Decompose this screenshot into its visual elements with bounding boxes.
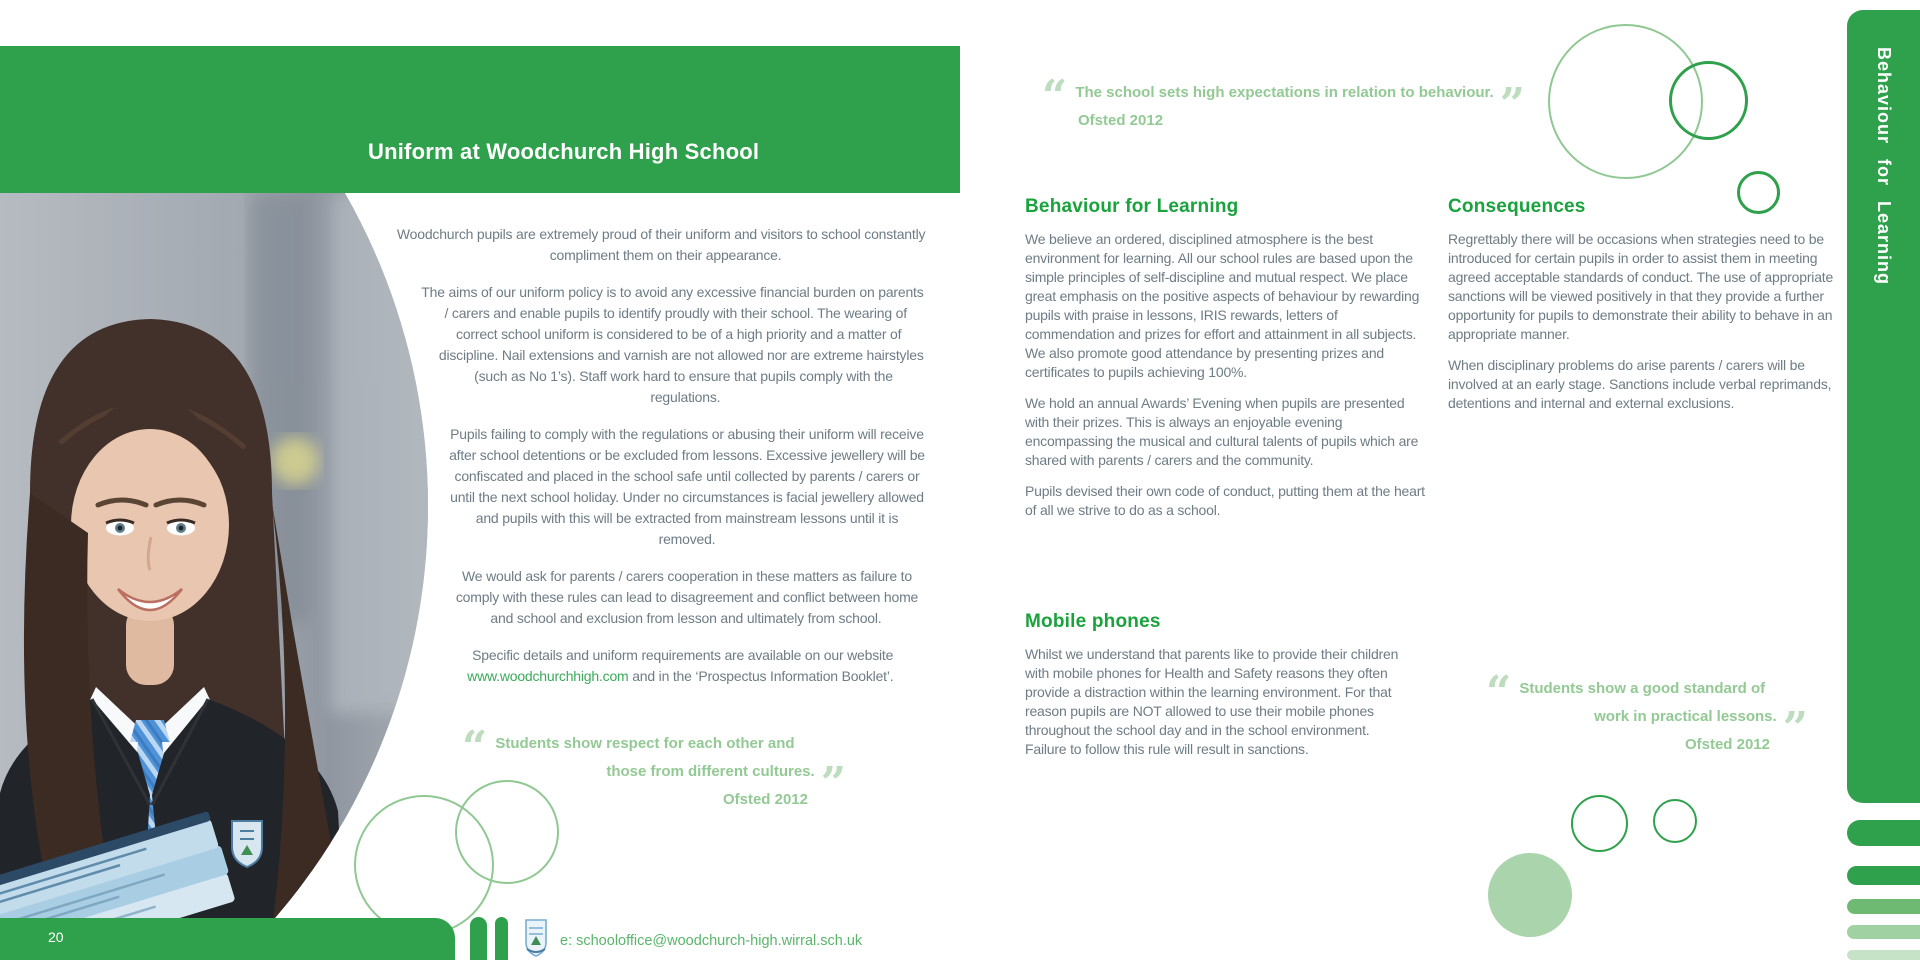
uniform-paragraph: The aims of our uniform policy is to avoid any excessive financial burden on parents / carers and enable pupils to identify proudly with their school. The wearing of correct school uniform is considered to be of a high priority and a matter of discipline. Nail extensions and varnish are not allowed nor are extreme hairstyles (such as No 1’s). Staff work hard to ensure that pupils comply with the regulations. [421, 284, 924, 405]
uniform-paragraph: Woodchurch pupils are extremely proud of their uniform and visitors to school constantly compliment them on their appearance. [396, 226, 926, 263]
website-post-text: and in the ‘Prospectus Information Booklet’. [628, 668, 894, 684]
section-consequences [1448, 197, 1856, 425]
footer-pill [495, 917, 508, 960]
decor-circle-outline [1571, 795, 1628, 852]
footer-bar [0, 918, 455, 960]
website-pre-text: Specific details and uniform requirements are available on our website [472, 647, 894, 663]
decor-circle-outline [1653, 799, 1697, 843]
chapter-tab-label: Behaviour for Learning [1874, 47, 1894, 286]
uniform-paragraph: We would ask for parents / carers cooperation in these matters as failure to comply with these rules can lead to disagreement and conflict between home and school and exclusion from lesson and ultimately from school. [455, 568, 919, 626]
page-number: 20 [48, 929, 64, 945]
edge-bar [1847, 820, 1920, 846]
section-paragraph: Whilst we understand that parents like to provide their children with mobile phones for Health and Safety reasons they often provide a distraction within the learning environment. For that reason pupils are NOT allowed to use their mobile phones throughout the school day and in the school environment. Failure to follow this rule will result in sanctions. [1025, 646, 1399, 757]
section-heading: Behaviour for Learning [1025, 196, 1239, 217]
quote-attribution: Ofsted 2012 [1684, 736, 1770, 753]
edge-bar [1847, 866, 1920, 885]
school-crest-icon [524, 919, 548, 957]
edge-bar [1847, 950, 1920, 960]
quote-line: Students show a good standard of [1519, 680, 1766, 697]
contact-email[interactable]: e: schooloffice@woodchurch-high.wirral.sch.uk [560, 933, 863, 949]
quote-line: work in practical lessons. [1594, 708, 1777, 725]
uniform-banner [0, 46, 960, 193]
ofsted-quote-left: “ Students show respect for each other and those from different cultures. ” Ofsted 2012 [462, 722, 846, 810]
ofsted-quote-top: “ The school sets high expectations in relation to behaviour. ” Ofsted 2012 [1042, 84, 1562, 129]
section-paragraph: When disciplinary problems do arise parents / carers will be involved at an early stage. Sanctions include verbal reprimands, detentions and internal and external exclusions. [1448, 357, 1832, 411]
section-heading: Consequences [1448, 196, 1586, 217]
edge-bar [1847, 925, 1920, 939]
decor-circle-filled [1488, 853, 1572, 937]
section-paragraph: We believe an ordered, disciplined atmosphere is the best environment for learning. All our school rules are based upon the simple principles of self-discipline and mutual respect. We place great emphasis on the positive aspects of behaviour by rewarding pupils with praise in lessons, IRIS rewards, letters of commendation and prizes for effort and attainment in all subjects. We also promote good attendance by presenting prizes and certificates to pupils achieving 100%. [1025, 231, 1420, 380]
section-heading: Mobile phones [1025, 611, 1161, 632]
section-paragraph: Regrettably there will be occasions when strategies need to be introduced for certain pupils in order to assist them in meeting agreed acceptable standards of conduct. The use of appropriate sanctions will be viewed positively in that they provide a further opportunity for pupils to demonstrate their ability to behave in an appropriate manner. [1448, 231, 1834, 342]
quote-line: those from different cultures. [606, 763, 815, 780]
footer-pill [470, 917, 487, 960]
section-mobile-phones [1025, 612, 1413, 771]
edge-bar [1847, 899, 1920, 914]
uniform-paragraph: Pupils failing to comply with the regulations or abusing their uniform will receive after school detentions or be excluded from lessons. Excessive jewellery will be confiscated and placed in the school safe until collected by parents / carers or until the next school holiday. Under no circumstances is facial jewellery allowed and pupils with this will be extracted from mainstream lessons until it is removed. [449, 426, 925, 547]
website-link[interactable]: www.woodchurchhigh.com [467, 668, 629, 684]
decor-circle-outline [1669, 61, 1748, 140]
section-behaviour [1025, 197, 1429, 532]
page-title: Uniform at Woodchurch High School [368, 139, 760, 164]
ofsted-quote-bottom-right: “ Students show a good standard of work in practical lessons. ” Ofsted 2012 [1486, 667, 1808, 755]
section-paragraph: Pupils devised their own code of conduct, putting them at the heart of all we strive to do as a school. [1025, 483, 1425, 518]
section-paragraph: We hold an annual Awards’ Evening when pupils are presented with their prizes. This is always an enjoyable evening encompassing the musical and cultural talents of pupils which are shared with parents / carers and the community. [1025, 395, 1419, 468]
decor-circle-outline [455, 780, 559, 884]
chapter-tab [1847, 10, 1920, 803]
quote-line: Students show respect for each other and [495, 735, 795, 752]
quote-attribution: Ofsted 2012 [722, 791, 808, 808]
quote-attribution: Ofsted 2012 [1078, 112, 1164, 129]
quote-line: The school sets high expectations in relation to behaviour. [1075, 84, 1494, 101]
